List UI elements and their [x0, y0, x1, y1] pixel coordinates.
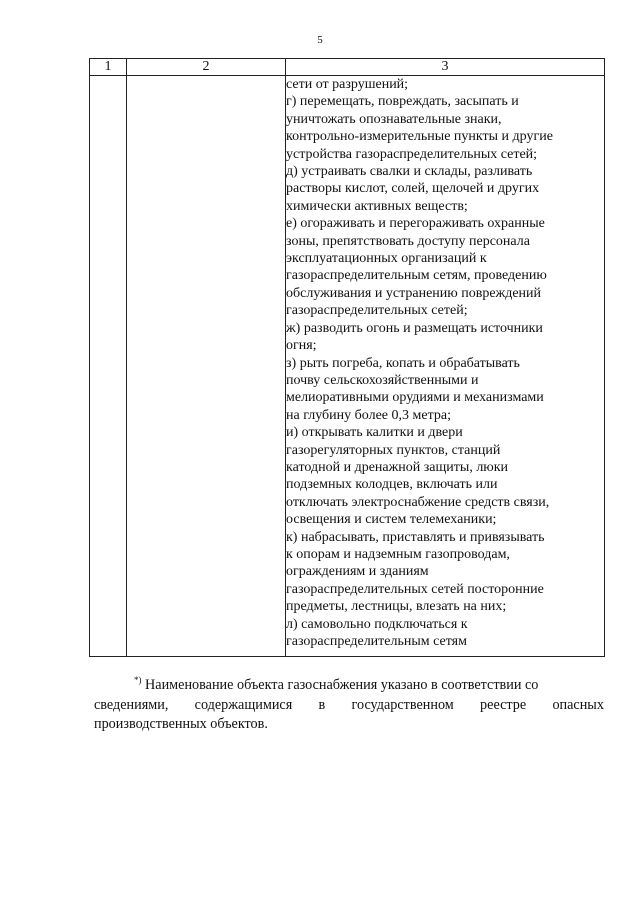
text-line: огня;	[286, 338, 317, 354]
text-line: растворы кислот, солей, щелочей и других	[286, 181, 540, 197]
footnote-word: реестре	[480, 696, 527, 713]
table-header-row	[90, 59, 605, 76]
column-header-3: 3	[286, 59, 605, 76]
text-line: на глубину более 0,3 метра;	[286, 407, 451, 423]
text-line: обслуживания и устранению повреждений	[286, 285, 542, 301]
text-line: ограждениям и зданиям	[286, 564, 429, 580]
footnote-word: в	[318, 696, 326, 713]
text-line: уничтожать опознавательные знаки,	[286, 111, 502, 127]
table-row	[90, 76, 605, 657]
text-line: почву сельскохозяйственными и	[286, 372, 479, 388]
footnote-line-1	[94, 676, 604, 696]
text-line: подземных колодцев, включать или	[286, 477, 498, 493]
text-line: мелиоративными орудиями и механизмами	[286, 390, 544, 406]
table-cell-col1	[90, 76, 127, 657]
text-line: катодной и дренажной защиты, люки	[286, 459, 509, 475]
text-line: газораспределительным сетям	[286, 634, 467, 649]
footnote-marker: *)	[134, 675, 142, 685]
footnote-line-2	[94, 696, 604, 716]
text-line: предметы, лестницы, влезать на них;	[286, 599, 507, 615]
text-line: газораспределительным сетям, проведению	[286, 268, 547, 284]
text-line: устройства газораспределительных сетей;	[286, 146, 538, 162]
content-table	[89, 58, 605, 657]
footnote	[94, 676, 604, 735]
column-header-2: 2	[127, 59, 286, 76]
text-line: химически активных веществ;	[286, 198, 468, 214]
text-line: зоны, препятствовать доступу персонала	[286, 233, 530, 249]
footnote-word: государственном	[351, 696, 454, 713]
column-header-1: 1	[90, 59, 127, 76]
footnote-word: опасных	[552, 696, 604, 713]
footnote-word: сведениями,	[94, 696, 169, 713]
text-line: д) устраивать свалки и склады, разливать	[286, 164, 533, 180]
text-line: газораспределительных сетей посторонние	[286, 581, 544, 597]
text-line: к опорам и надземным газопроводам,	[286, 546, 510, 562]
text-line: л) самовольно подключаться к	[286, 616, 468, 632]
text-line: газорегуляторных пунктов, станций	[286, 442, 501, 458]
text-line: ж) разводить огонь и размещать источники	[286, 320, 543, 336]
table-cell-col2	[127, 76, 286, 657]
footnote-word: содержащимися	[194, 696, 293, 713]
text-line: газораспределительных сетей;	[286, 303, 468, 319]
text-line: к) набрасывать, приставлять и привязывать	[286, 529, 545, 545]
table-cell-col3	[286, 76, 605, 657]
text-line: з) рыть погреба, копать и обрабатывать	[286, 355, 520, 371]
text-line: эксплуатационных организаций к	[286, 251, 487, 267]
footnote-line-3: производственных объектов.	[94, 716, 268, 732]
text-line: освещения и систем телемеханики;	[286, 512, 497, 528]
text-line: и) открывать калитки и двери	[286, 425, 463, 441]
text-line: отключать электроснабжение средств связи,	[286, 494, 550, 510]
text-line: г) перемещать, повреждать, засыпать и	[286, 94, 519, 110]
footnote-text-1: Наименование объекта газоснабжения указано в соответствии со	[145, 677, 539, 693]
text-line: е) огораживать и перегораживать охранные	[286, 216, 545, 232]
text-line: сети от разрушений;	[286, 77, 409, 92]
text-line: контрольно-измерительные пункты и другие	[286, 129, 553, 145]
page-number: 5	[317, 34, 323, 46]
